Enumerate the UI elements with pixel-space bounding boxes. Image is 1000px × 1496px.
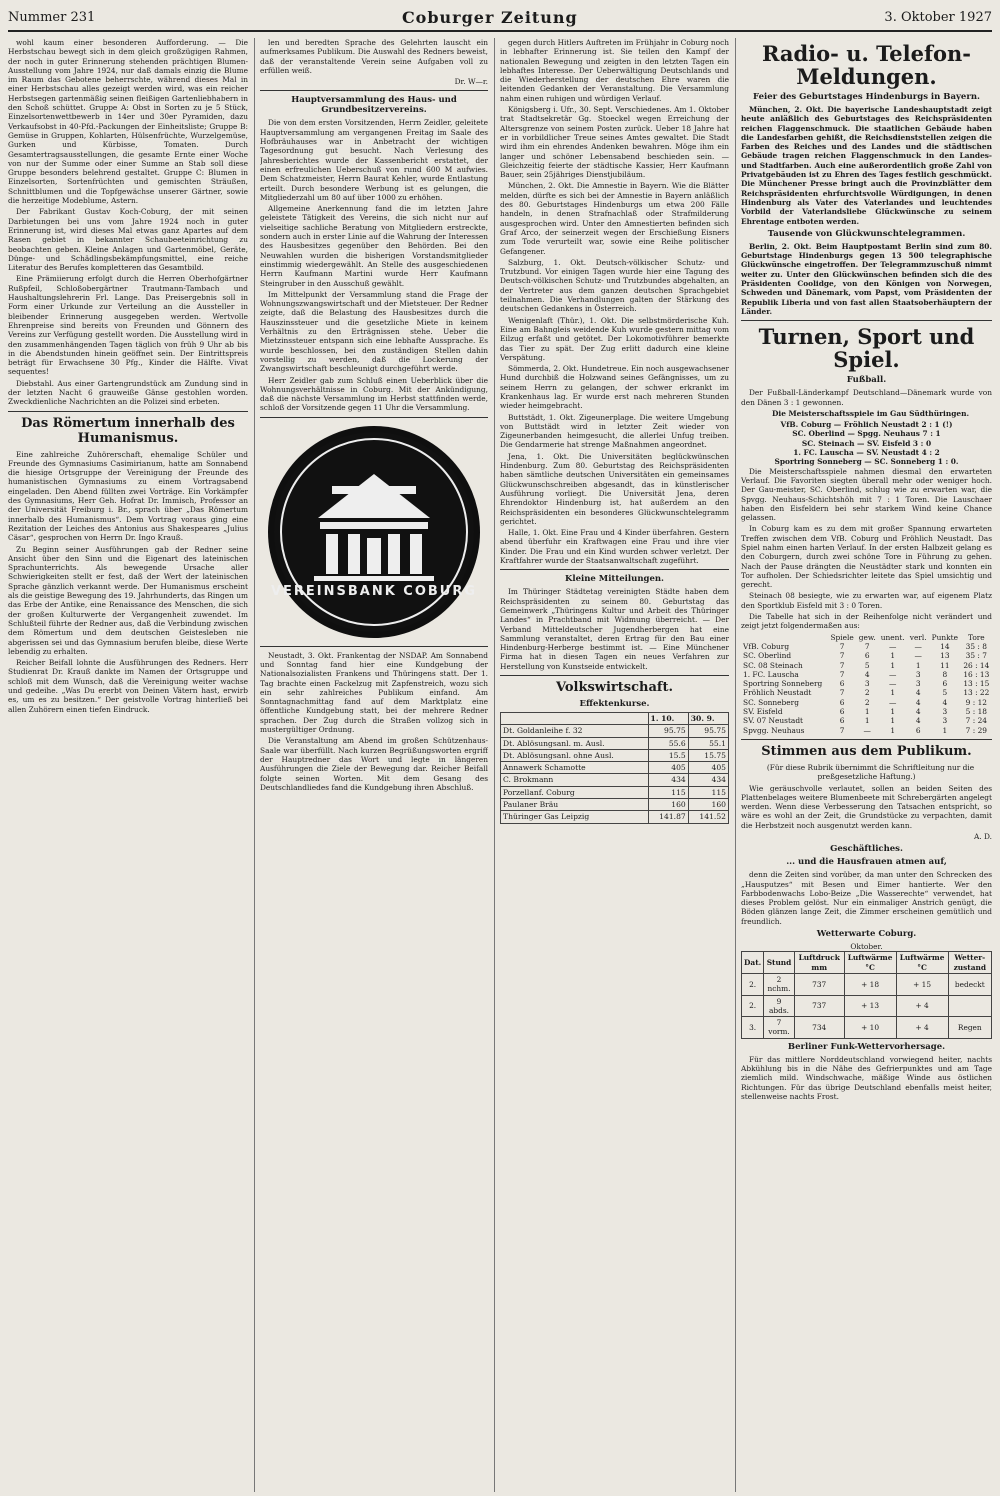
league-table xyxy=(741,633,992,735)
team-name: SC. 08 Steinach xyxy=(743,660,803,670)
stock-name: Thüringer Gas Leipzig xyxy=(501,811,649,823)
article-paragraph: Diebstahl. Aus einer Gartengrundstück am Zundung sind in der letzten Nacht 6 grauweiße Gänse gestohlen worden. Zweckdienliche Nachrichten an die Polizei sind erbeten. xyxy=(8,378,248,407)
divider xyxy=(741,739,992,740)
cell: 4 xyxy=(915,707,921,717)
article-paragraph: Eine zahlreiche Zuhörerschaft, ehemalige Schüler und Freunde des Gymnasiums Casimirianum, hatte am Sonnabend die hiesige Ortsgruppe der Vereinigung der Freunde des humanistischen Gymnasiums zu einem Vortragsabend eingeladen. Den Abend füllten zwei Vorträge. Ein Vorkämpfer des Gymnasiums, Herr Geh. Hofrat Dr. Immisch, Professor an der Universität Freiburg i. Br., sprach über „Das Römertum innerhalb des Humanismus“. Dem Vortrag voraus ging eine Rezitation der Leiches des Antonius aus Shakespeares „Julius Cäsar“, gesprochen von Herrn Dr. Ingo Krauß. xyxy=(8,449,248,543)
match-result: SC. Oberlind — Spgg. Neuhaus 7 : 1 xyxy=(792,429,941,439)
weather-header: Stund xyxy=(764,952,795,974)
article-paragraph: Berlin, 2. Okt. Beim Hauptpostamt Berlin sind zum 80. Geburtstage Hindenburgs gegen 13 500 telegraphische Glückwünsche eingetroffen. Der Telegrammzuschuß nimmt weiter zu. Unter den Glückwünschen befinden sich die des Präsidenten Coolidge, von den Königen von Norwegen, Schweden und Dänemark, vom Papst, vom Präsidenten der Republik Liberia und von fast allen Staatsoberhäuptern der Länder. xyxy=(741,241,992,316)
team-name: 1. FC. Lauscha xyxy=(743,669,799,679)
article-paragraph: München, 2. Okt. Die Amnestie in Bayern. Wie die Blätter melden, dürfte es sich bei der Amnestie in Bayern anläßlich des 80. Geburtstages Hindenburgs um etwa 200 Fälle handeln, in denen Strafnachlaß oder Strafmilderung ausgesprochen wird. Unter den Amnestierten befinden sich Graf Arco, der seinerzeit wegen der Erschießung Eisners zum Tode verurteilt war, sowie eine Reihe politischer Gefangener. xyxy=(500,181,729,256)
stock-table xyxy=(500,712,729,824)
team-name: SV. 07 Neustadt xyxy=(743,716,804,726)
cell: 7 : 24 xyxy=(965,716,987,726)
league-header: unent. xyxy=(880,632,905,642)
cell: 11 xyxy=(940,660,950,670)
column-rule xyxy=(494,38,495,1492)
article-paragraph: Die Veranstaltung am Abend im großen Schützenhaus-Saale war überfüllt. Nach kurzen Begrüßungsworten ergriff der Hauptredner das Wort und legte in längeren Ausführungen die Ziele der Bewegung dar. Reicher Beifall folgte seinen Worten. Mit dem Gesang des Deutschlandliedes fand die Kundgebung ihren Abschluß. xyxy=(260,736,488,792)
column-2 xyxy=(260,38,488,1492)
stock-name: Dt. Ablösungsanl. m. Ausl. xyxy=(501,737,649,749)
divider xyxy=(8,411,248,412)
cell: 6 xyxy=(942,679,948,689)
table-row xyxy=(741,651,992,660)
article-subheadline: Tausende von Glückwunschtelegrammen. xyxy=(767,228,966,239)
divider xyxy=(500,569,729,570)
article-paragraph: Die Meisterschaftsspiele nahmen diesmal den erwarteten Verlauf. Die Favoriten siegten überall mehr oder weniger hoch. Der Gau-meister, SC. Oberlind, schlug wie zu erwarten war, die Spvgg. Neuhaus-Schichtshöh mit 7 : 1 Toren. Die Lauschaer haben den Eisfeldern bei sehr starkem Wind keine Chance gelassen. xyxy=(741,466,992,523)
bank-logo-label: VEREINSBANK COBURG xyxy=(270,583,478,599)
author-signature: Dr. W—r. xyxy=(454,77,488,87)
stock-value: 15.5 xyxy=(648,749,688,761)
article-paragraph: Die von dem ersten Vorsitzenden, Herrn Zeidler, geleitete Hauptversammlung am vergangenen Freitag im Saale des Hofbräuhauses war in Anbetracht der wichtigen Tagesordnung gut besucht. Nach Verlesung des Jahresberichtes wurde der Kassenbericht erstattet, der einen erfreulichen Ueberschuß von rund 600 M aufwies. Dem Schatzmeister, Herrn Baurat Kehler, wurde Entlastung erteilt. Durch besondere Werbung ist es gelungen, die Mitgliederzahl um 80 auf über 1000 zu erhöhen. xyxy=(260,118,488,202)
cell: 3 xyxy=(942,716,948,726)
cell: — xyxy=(914,641,922,651)
section-headline: Wetterwarte Coburg. xyxy=(816,929,917,940)
stock-value: 405 xyxy=(688,762,728,774)
cell: 7 xyxy=(839,669,845,679)
table-row xyxy=(741,661,992,670)
cell: 4 xyxy=(915,697,921,707)
article-paragraph: Allgemeine Anerkennung fand die im letzten Jahre geleistete Tätigkeit des Vereins, die sich nicht nur auf vielseitige sachliche Beratung von Mitgliedern erstreckte, sondern auch in erster Linie auf die Wahrung der Interessen des Hausbesitzes gegenüber den Behörden. Bei den Neuwahlen wurden die bisherigen Vorstandsmitglieder einstimmig wiedergewählt. An Stelle des ausgeschiedenen Herrn Kaufmann Martini wurde Herr Kaufmann Steingruber in den Ausschuß gewählt. xyxy=(260,204,488,288)
cell: 7 xyxy=(839,725,845,735)
cell: 1 xyxy=(890,716,896,726)
stock-value: 55.6 xyxy=(648,737,688,749)
table-row xyxy=(741,726,992,735)
league-header: Spiele xyxy=(830,632,854,642)
league-header: verl. xyxy=(909,632,927,642)
cell: — xyxy=(889,679,897,689)
table-row xyxy=(501,799,729,811)
article-subheadline: ... und die Hausfrauen atmen auf, xyxy=(786,857,947,868)
table-row xyxy=(741,642,992,651)
stock-table-title: Effektenkurse. xyxy=(579,699,650,709)
cell: — xyxy=(914,651,922,661)
stock-value: 405 xyxy=(648,762,688,774)
league-header xyxy=(741,633,828,642)
column-rule xyxy=(254,38,255,1492)
weather-header: Luftwärme °C xyxy=(896,952,948,974)
cell: 4 xyxy=(942,697,948,707)
article-paragraph: Im Mittelpunkt der Versammlung stand die Frage der Wohnungszwangswirtschaft und der Mietsteuer. Der Redner zeigte, daß die Belastung des Hausbesitzes durch die Hauszinssteuer und die gesetzliche Miete in keinem Verhältnis zu den Erträgnissen stehe. Ueber die Mietzinssteuer entspann sich eine lebhafte Aussprache. Es wurde beschlossen, bei den zuständigen Stellen dahin vorstellig zu werden, daß die Lockerung der Zwangswirtschaft beschleunigt durchgeführt werde. xyxy=(260,289,488,374)
article-headline: Hauptversammlung des Haus- und Grundbesitzervereins. xyxy=(291,95,457,116)
cell: 1 xyxy=(864,707,870,717)
team-name: SC. Sonneberg xyxy=(743,697,799,707)
stock-value: 95.75 xyxy=(688,725,728,737)
article-paragraph: wohl kaum einer besonderen Aufforderung. — Die Herbstschau bewegt sich in dem gleich großzügigen Rahmen, der noch in guter Erinnerung stehenden prächtigen Blumen-Ausstellung vom Jahre 1924, nur daß damals einzig die Blume im Raum das Gebotene beherrschte, während dieses Mal in einer Herbstschau alles gezeigt werden wird, was ein reicher Herbstsegen gartenmäßig seinen fleißigen Gartenliebhabern in den Schoß schüttet. Gruppe A: Obst in Sorten zu je 5 Stück, Einzelsortenwettbewerb in 14er und 30er Pyramiden, dazu Verkaufsobst in 40-Pfd.-Packungen der Einheitsliste; Gruppe B: Gemüse in Gruppen, Kohlarten, Hülsenfrüchte, Wurzelgemüse, Gurken und Kürbisse, Tomaten. Durch Gesamtertragsausstellungen, die gesamte Ernte einer Woche von nur der Summe oder einer Summe an Stab soll diese Gruppe besonders belehrend gestaltet. Gruppe C: Blumen in Einzelsorten, Sortenfrüchten und gemischten Sträußen, Schnittblumen und die Topfgewächse unserer Gärtner, sowie die herzeitige Modeblume, Astern. xyxy=(8,38,248,206)
table-row xyxy=(741,679,992,688)
article-paragraph: Eine Prämiierung erfolgt durch die Herren Oberhofgärtner Rußpfeil, Schloßobergärtner Trautmann-Tambach und Haushaltungslehrerin Frl. Lange. Das Preisergebnis soll in Form einer Urkunde zur Verteilung an die Aussteller in bleibender Erinnerung ausgegeben werden. Wertvolle Ehrenpreise sind bereits von Freunden und Gönnern des Vereins zur Verfügung gestellt worden. Die Ausstellung wird in den zusammenhängenden Tagen täglich von früh 9 Uhr ab bis in die Abendstunden hinein geöffnet sein. Der Eintrittspreis beträgt für Erwachsene 30 Pfg., Kinder die Hälfte. Vivat sequentes! xyxy=(8,274,248,377)
cell: 1 xyxy=(942,725,948,735)
cell: 2. xyxy=(742,995,764,1017)
column-1 xyxy=(8,38,248,1492)
divider xyxy=(500,675,729,676)
article-subheadline: Feier des Geburtstages Hindenburgs in Bayern. xyxy=(753,92,980,102)
cell: bedeckt xyxy=(948,973,991,995)
cell: 13 : 15 xyxy=(963,679,990,689)
cell: + 10 xyxy=(844,1017,896,1039)
article-paragraph: denn die Zeiten sind vorüber, da man unter den Schrecken des „Hausputzes“ mit Besen und Eimer hantierte. Wer den Farbbodenwachs Lobo-Beize „Die Wasserechte“ verwendet, hat dieses Problem gelöst. Nur ein einmaliger Anstrich genügt, die Böden glänzen lange Zeit, die Zimmer erscheinen gemütlich und freundlich. xyxy=(741,870,992,926)
cell: 7 vorm. xyxy=(764,1017,795,1039)
cell: 13 xyxy=(940,651,950,661)
stock-name: Porzellanf. Coburg xyxy=(501,786,649,798)
table-row xyxy=(741,670,992,679)
divider xyxy=(260,417,488,418)
team-name: Spvgg. Neuhaus xyxy=(743,725,805,735)
article-paragraph: Halle, 1. Okt. Eine Frau und 4 Kinder überfahren. Gestern abend überfuhr ein Kraftwagen eine Frau und ihre vier Kinder. Die Frau und ein Kind wurden schwer verletzt. Der Kraftfahrer wurde der Staatsanwaltschaft zugeführt. xyxy=(500,528,729,566)
table-row xyxy=(741,698,992,707)
cell: 4 xyxy=(915,688,921,698)
article-paragraph: Wenigenlaft (Thür.), 1. Okt. Die selbstmörderische Kuh. Eine am Bahngleis weidende Kuh wurde gestern mittag vom Eilzug erfaßt und getötet. Der Lokomotivführer bemerkte das Tier zu spät. Der Zug erlitt dadurch eine kleine Verspätung. xyxy=(500,315,729,362)
divider xyxy=(741,320,992,321)
match-result: VfB. Coburg — Fröhlich Neustadt 2 : 1 (!) xyxy=(780,420,953,430)
stock-value: 141.52 xyxy=(688,811,728,823)
cell: 1 xyxy=(915,660,921,670)
cell: 16 : 13 xyxy=(963,669,990,679)
section-headline: Volkswirtschaft. xyxy=(555,680,674,695)
cell: — xyxy=(863,725,871,735)
stock-header: 1. 10. xyxy=(648,713,688,725)
cell: + 4 xyxy=(896,995,948,1017)
stock-value: 141.87 xyxy=(648,811,688,823)
cell: 8 xyxy=(942,669,948,679)
table-row xyxy=(501,786,729,798)
cell: 5 xyxy=(864,660,870,670)
article-paragraph: Jena, 1. Okt. Die Universitäten beglückwünschen Hindenburg. Zum 80. Geburtstag des Reichspräsidenten haben sämtliche deutschen Universitäten ein gemeinsames Glückwunschschreiben abgesandt, das in künstlerischer Ausführung vorliegt. Die Universität Jena, deren Ehrendoktor Hindenburg ist, hat außerdem an den Reichspräsidenten ein besonderes Glückwunschtelegramm gerichtet. xyxy=(500,451,729,526)
cell: + 18 xyxy=(844,973,896,995)
cell: 1 xyxy=(890,651,896,661)
match-result: Sportring Sonneberg — SC. Sonneberg 1 : 0. xyxy=(774,457,959,467)
stock-value: 434 xyxy=(688,774,728,786)
article-paragraph: Buttstädt, 1. Okt. Zigeunerplage. Die weitere Umgebung von Buttstädt wird in letzter Zeit wieder von Zigeunerbanden heimgesucht, die allerlei Unfug treiben. Die Gendarmerie hat strenge Maßnahmen angeordnet. xyxy=(500,412,729,450)
section-headline: Turnen, Sport und Spiel. xyxy=(758,324,975,373)
cell: 3. xyxy=(742,1017,764,1039)
stock-value: 160 xyxy=(688,799,728,811)
cell: 2 xyxy=(864,688,870,698)
divider xyxy=(260,646,488,647)
cell: 35 : 7 xyxy=(965,651,987,661)
cell: 5 : 18 xyxy=(965,707,987,717)
match-result: 1. FC. Lauscha — SV. Neustadt 4 : 2 xyxy=(793,448,940,458)
section-headline: Stimmen aus dem Publikum. xyxy=(761,743,972,759)
table-row xyxy=(501,811,729,823)
table-row xyxy=(741,688,992,697)
table-row xyxy=(501,749,729,761)
article-paragraph: gegen durch Hitlers Auftreten im Frühjahr in Coburg noch in lebhafter Erinnerung ist. Sie teilen den Kampf der nationalen Bewegung und zeigten in den letzten Tagen ein lebhaftes Interesse. Der Ueberwältigung Deutschlands und die Wiederherstellung der deutschen Ehre waren die leitenden Gedanken der Veranstaltung. Die Versammlung nahm einen ruhigen und würdigen Verlauf. xyxy=(500,38,729,103)
article-paragraph: Königsberg i. Ufr., 30. Sept. Verschiedenes. Am 1. Oktober trat Stadtsekretär Gg. Stoeckel wegen Erreichung der Altersgrenze von seinem Posten zurück. Ueber 18 Jahre hat er in vorbildlicher Treue seines Amtes gewaltet. Die Stadt wird ihm ein ehrendes Andenken bewahren. Möge ihm ein langer und schöner Lebensabend beschieden sein. — Gleichzeitig feierte der städtische Kassier, Herr Kaufmann Bauer, sein 25jähriges Dienstjubiläum. xyxy=(500,105,729,180)
cell: 3 xyxy=(864,679,870,689)
cell: 2. xyxy=(742,973,764,995)
cell: 7 xyxy=(839,641,845,651)
stock-value: 434 xyxy=(648,774,688,786)
cell: 26 : 14 xyxy=(963,660,990,670)
stock-value: 115 xyxy=(688,786,728,798)
cell: 7 xyxy=(839,660,845,670)
cell xyxy=(948,995,991,1017)
column-rule xyxy=(735,38,736,1492)
cell: — xyxy=(889,669,897,679)
column-4 xyxy=(741,38,992,1492)
stock-name: Paulaner Bräu xyxy=(501,799,649,811)
cell: 2 nchm. xyxy=(764,973,795,995)
table-row xyxy=(501,725,729,737)
cell: 1 xyxy=(890,688,896,698)
cell: 4 xyxy=(915,716,921,726)
table-row xyxy=(742,973,992,995)
cell: 7 : 29 xyxy=(965,725,987,735)
article-paragraph: Der Fußball-Länderkampf Deutschland—Dänemark wurde von den Dänen 3 : 1 gewonnen. xyxy=(741,388,992,407)
team-name: SC. Oberlind xyxy=(743,651,792,661)
article-paragraph: Der Fabrikant Gustav Koch-Coburg, der mit seinen Darbietungen bei uns vom Jahre 1924 noch in guter Erinnerung ist, wird dieses Mal etwas ganz Apartes auf dem Rasen gebiet in bekannter Schaubeeteinrichtung zu beobachten geben. Kleine Anlagen und Gartenmöbel, Geräte, Dünge- und Schädlingsbekämpfungsmittel, eine reiche Literatur des Berufes kompletteren das Gesamtbild. xyxy=(8,207,248,273)
article-paragraph: Reicher Beifall lohnte die Ausführungen des Redners. Herr Studienrat Dr. Krauß dankte im Namen der Ortsgruppe und schloß mit dem Wunsch, daß die Vereinigung weiter wachse und gedeihe. „Was Du ererbt von Deinen Vätern hast, erwirb es, um es zu besitzen.“ Der geistvolle Vortrag hinterließ bei allen Zuhörern einen tiefen Eindruck. xyxy=(8,658,248,714)
article-paragraph: Zu Beginn seiner Ausführungen gab der Redner seine Ansicht über den Sinn und die Eigenart des lateinischen Sprachunterrichts. Als bewegende Ursache aller Schwierigkeiten stellt er fest, daß der Wert der lateinischen Sprache gänzlich verkannt werde. Der Humanismus erscheint als die geistige Bewegung des 19. Jahrhunderts, das Ringen um das Erbe der Antike, eine Renaissance des Menschen, die sich der großen Kulturwerte der Vergangenheit zuwendet. Im Schlußteil führte der Redner aus, daß die Verbindung zwischen dem Römertum und dem deutschen Geistesleben nie abgerissen sei und das Gymnasium berufen bleibe, diese Werte lebendig zu erhalten. xyxy=(8,544,248,656)
cell: 3 xyxy=(942,707,948,717)
cell: 14 xyxy=(940,641,950,651)
stock-header: 30. 9. xyxy=(688,713,728,725)
cell: + 4 xyxy=(896,1017,948,1039)
cell: 7 xyxy=(864,641,870,651)
stock-value: 95.75 xyxy=(648,725,688,737)
stock-name: Annawerk Schamotte xyxy=(501,762,649,774)
cell: 7 xyxy=(839,688,845,698)
article-paragraph: Herr Zeidler gab zum Schluß einen Ueberblick über die Wohnungsverhältnisse in Coburg. Mit der Ankündigung, daß die nächste Versammlung im Herbst stattfinden werde, schloß der Vorsitzende gegen 11 Uhr die Versammlung. xyxy=(260,375,488,413)
newspaper-title: Coburger Zeitung xyxy=(401,7,578,27)
section-headline: Geschäftliches. xyxy=(830,844,903,855)
article-paragraph: Neustadt, 3. Okt. Frankentag der NSDAP. Am Sonnabend und Sonntag fand hier eine Kundgebung der Nationalsozialisten Frankens und Thüringens statt. Der 1. Tag brachte einen Fackelzug mit Zapfenstreich, wozu sich ein sehr zahlreiches Publikum einfand. Am Sonntagnachmittag fand auf dem Marktplatz eine öffentliche Kundgebung statt, bei der mehrere Redner sprachen. Der Zug durch die Straßen vollzog sich in mustergültiger Ordnung. xyxy=(260,650,488,735)
cell: — xyxy=(889,641,897,651)
team-name: VfB. Coburg xyxy=(743,641,790,651)
league-header: Tore xyxy=(967,632,985,642)
cell: — xyxy=(889,697,897,707)
editorial-note: (Für diese Rubrik übernimmt die Schriftleitung nur die preßgesetzliche Haftung.) xyxy=(766,762,975,782)
issue-number: Nummer 231 xyxy=(8,9,96,25)
team-name: Fröhlich Neustadt xyxy=(743,688,812,698)
cell: 1 xyxy=(890,660,896,670)
cell: 1 xyxy=(890,707,896,717)
table-row xyxy=(742,995,992,1017)
cell: 9 : 12 xyxy=(965,697,987,707)
article-paragraph: Die Tabelle hat sich in der Reihenfolge nicht verändert und zeigt jetzt folgendermaßen aus: xyxy=(741,612,992,631)
article-paragraph: Salzburg, 1. Okt. Deutsch-völkischer Schutz- und Trutzbund. Vor einigen Tagen wurde hier eine Tagung des Deutsch-völkischen Schutz- und Trutzbundes abgehalten, an der Vertreter aus dem ganzen deutschen Sprachgebiet teilnahmen. Die Verhandlungen galten der Stärkung des deutschen Gedankens in Österreich. xyxy=(500,257,729,314)
cell: 3 xyxy=(915,669,921,679)
article-headline: Das Römertum innerhalb des Humanismus. xyxy=(21,415,235,446)
article-paragraph: len und beredten Sprache des Gelehrten lauscht ein aufmerksames Publikum. Die Auswahl des Redners beweist, daß der veranstaltende Verein seine Aufgaben voll zu erfüllen weiß. xyxy=(260,38,488,75)
league-header: gew. xyxy=(858,632,876,642)
section-headline: Radio- u. Telefon-Meldungen. xyxy=(761,41,972,89)
table-row xyxy=(741,716,992,725)
cell: 1 xyxy=(890,725,896,735)
cell: + 15 xyxy=(896,973,948,995)
bank-building-icon xyxy=(268,426,480,638)
weather-header: Dat. xyxy=(742,952,764,974)
cell: 3 xyxy=(915,679,921,689)
article-paragraph: Die Meisterschaftsspiele im Gau Südthüringen. xyxy=(771,408,970,418)
table-row xyxy=(501,774,729,786)
cell: 1 xyxy=(864,716,870,726)
cell: + 13 xyxy=(844,995,896,1017)
article-paragraph: Im Thüringer Städtetag vereinigten Städte haben dem Reichspräsidenten zu seinem 80. Geburtstag das Gemeinwerk „Thüringens Kultur und Arbeit des Thüringer Landes“ in Prachtband mit Widmung überreicht. — Der Verband Mitteldeutscher Jugendherbergen hat eine Sammlung veranstaltet, deren Ertrag für den Bau einer Hindenburg-Herberge bestimmt ist. — Eine Münchener Firma hat in diesen Tagen ein neues Verfahren zur Herstellung von Kunstseide entwickelt. xyxy=(500,587,729,671)
stock-value: 160 xyxy=(648,799,688,811)
team-name: SV. Eisfeld xyxy=(743,707,783,717)
cell: 737 xyxy=(794,995,844,1017)
divider xyxy=(260,90,488,91)
article-paragraph: In Coburg kam es zu dem mit großer Spannung erwarteten Treffen zwischen dem VfB. Coburg und Fröhlich Neustadt. Das Spiel nahm einen harten Verlauf. In der ersten Halbzeit gelang es den Coburgern, durch zwei schöne Tore in Führung zu gehen. Nach der Pause drängten die Neustädter stark und konnten ein Tor aufholen. Der Schiedsrichter leitete das Spiel umsichtig und gerecht. xyxy=(741,524,992,590)
article-paragraph: Für das mittlere Norddeutschland vorwiegend heiter, nachts Abkühlung bis in die Nähe des Gefrierpunktes und am Tage ziemlich mild. Windschwache, mäßige Winde aus östlichen Richtungen. Für das übrige Deutschland ebenfalls meist heiter, stellenweise nachts Frost. xyxy=(741,1054,992,1101)
section-headline: Kleine Mitteilungen. xyxy=(564,574,664,585)
cell: 2 xyxy=(864,697,870,707)
cell: 9 abds. xyxy=(764,995,795,1017)
article-paragraph: Wie geräuschvolle verlautet, sollen an beiden Seiten des Plattenbelages weitere Blumenbeete mit Schrebergärten angelegt werden. Wenn diese Verbesserung den Tatsachen entspricht, so wäre es wohl an der Zeit, die Grundstücke zu verpachten, damit die Herbstzeit noch ausgenutzt werden kann. xyxy=(741,783,992,830)
table-row xyxy=(741,707,992,716)
table-row xyxy=(742,1017,992,1039)
cell: 35 : 8 xyxy=(965,641,987,651)
weather-header: Wetter-zustand xyxy=(948,952,991,974)
cell: 6 xyxy=(839,679,845,689)
cell: 6 xyxy=(839,697,845,707)
stock-value: 115 xyxy=(648,786,688,798)
issue-date: 3. Oktober 1927 xyxy=(884,9,992,25)
stock-header xyxy=(501,713,649,725)
article-subheadline: Fußball. xyxy=(846,375,887,386)
weather-table xyxy=(741,951,992,1038)
match-result: SC. Steinach — SV. Eisfeld 3 : 0 xyxy=(801,438,932,448)
weather-month: Oktober. xyxy=(850,942,883,952)
masthead xyxy=(8,4,992,32)
cell: 6 xyxy=(839,716,845,726)
league-header: Punkte xyxy=(931,632,958,642)
column-3 xyxy=(500,38,729,1492)
cell: 13 : 22 xyxy=(963,688,990,698)
weather-header: Luftwärme °C xyxy=(844,952,896,974)
weather-header: Luftdruck mm xyxy=(794,952,844,974)
stock-value: 55.1 xyxy=(688,737,728,749)
article-paragraph: Steinach 08 besiegte, wie zu erwarten war, auf eigenem Platz den Sportklub Eisfeld mit 3 : 0 Toren. xyxy=(741,591,992,610)
table-row xyxy=(501,762,729,774)
team-name: Sportring Sonneberg xyxy=(743,679,823,689)
author-signature: A. D. xyxy=(973,832,992,841)
cell: 734 xyxy=(794,1017,844,1039)
cell: 7 xyxy=(839,651,845,661)
stock-name: Dt. Ablösungsanl. ohne Ausl. xyxy=(501,749,649,761)
cell: Regen xyxy=(948,1017,991,1039)
cell: 737 xyxy=(794,973,844,995)
cell: 6 xyxy=(839,707,845,717)
stock-name: Dt. Goldanleihe f. 32 xyxy=(501,725,649,737)
section-headline: Berliner Funk-Wettervorhersage. xyxy=(787,1041,946,1052)
cell: 6 xyxy=(915,725,921,735)
article-paragraph: München, 2. Okt. Die bayerische Landeshauptstadt zeigt heute anläßlich des Geburtstages des Reichspräsidenten reichen Flaggenschmuck. Die staatlichen Gebäude haben die Landesfarben gehißt, die Reichsdienststellen zeigen die Farben des Reiches und des Landes und die städtischen Gebäude tragen reichen Flaggenschmuck in den Landes- und Stadtfarben. Auch eine außerordentlich große Zahl von Privatgebäuden ist zu Ehren des Tages festlich geschmückt. Die Münchener Presse bringt auch die Provinzblätter dem Reichspräsidenten ehrfurchtsvolle Würdigungen, in denen Hindenburg als Vater des Vaterlandes und leuchtendes Vorbild der Vaterlandsliebe Glückwünsche zu seinem Ehrentage entboten werden. xyxy=(741,105,992,226)
vereinsbank-logo xyxy=(268,426,480,638)
stock-name: C. Brokmann xyxy=(501,774,649,786)
table-row xyxy=(501,737,729,749)
cell: 4 xyxy=(864,669,870,679)
stock-value: 15.75 xyxy=(688,749,728,761)
cell: 5 xyxy=(942,688,948,698)
cell: 6 xyxy=(864,651,870,661)
article-paragraph: Sömmerda, 2. Okt. Hundetreue. Ein noch ausgewachsener Hund durchbiß die Holzwand seines Gefängnisses, um zu seinem Herrn zu gelangen, der schwer erkrankt im Krankenhaus lag. Er wurde erst nach mehreren Stunden wieder heimgebracht. xyxy=(500,364,729,411)
